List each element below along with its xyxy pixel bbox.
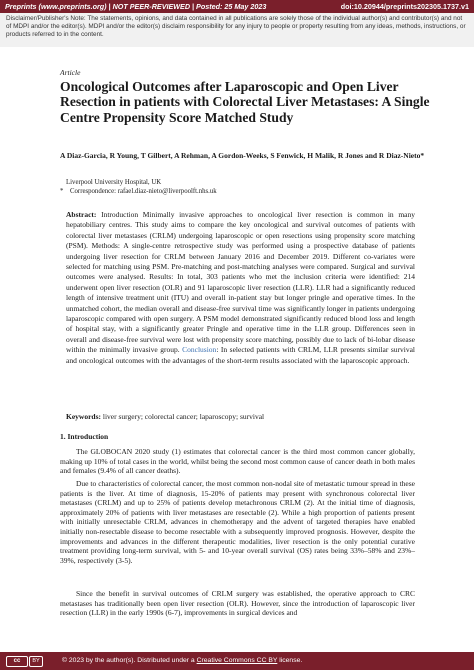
doi-link[interactable]: doi:10.20944/preprints202305.1737.v1 [340,2,469,11]
intro-paragraph-2: Due to characteristics of colorectal cancer, the most common non-nodal site of metastatic tumour spread in these patients is the liver. At time of diagnosis, 15-20% of patients may present with synchronous colorectal liver metastases (CRLM) and up to 25% of patients develop metachronous CRLM (2). At the initial time of diagnosis, approximately 20% of patients with liver metastases are resectable (2). While a high proportion of patients present with initially unresectable CRLM, advances in chemotherapy and the advent of targeted therapies have enabled initially non-resectable disease to become resectable with a subsequently improved prognosis. However, despite the improvements and advances in the different therapeutic modalities, liver resection is the only potential curative treatment providing long-term survival, with 5- and 10-year overall survival (OS) rates being 33%–58% and 23%–39%, respectively (3-5). [60,479,415,565]
correspondence-email[interactable]: Correspondence: rafael.diaz-nieto@liverpoolft.nhs.uk [70,188,217,195]
license-suffix: license. [277,657,303,664]
attribution-icon: BY [29,656,43,667]
license-text [62,657,302,664]
publisher-disclaimer: Disclaimer/Publisher's Note: The statements, opinions, and data contained in all publications are solely those of the individual author(s) and contributor(s) and not of MDPI and/or the editor(s). MDPI and/or the editor(s) disclaim responsibility for any injury to people or property resulting from any ideas, methods, instructions, or products referred to in the content. [0,13,474,47]
conclusion-link[interactable]: Conclusion [182,345,217,355]
keywords-label: Keywords: [66,412,101,421]
intro-paragraph-3: Since the benefit in survival outcomes of CRLM surgery was established, the operative approach to CRC metastases has traditionally been open liver resection (OLR). However, since the introduction of laparoscopic liver resection (LLR) in the early 1990s (6-7), improvements in surgical devices and [60,589,415,618]
preprint-status: Preprints (www.preprints.org) | NOT PEER-REVIEWED | Posted: 25 May 2023 [5,2,267,11]
license-link[interactable]: Creative Commons CC BY [196,657,278,664]
abstract [66,210,415,366]
intro-paragraph-1: The GLOBOCAN 2020 study (1) estimates that colorectal cancer is the third most common cancer globally, making up 10% of total cases in the world, whilst being the second most common cause of cancer death in both males and females (9.4% of all cancer deaths). [60,447,415,476]
conclusion-text: : In selected patients with CRLM, LLR presents similar survival and oncological outcomes with the advantages of the short-term results associated with the laparoscopic approach. [66,345,416,365]
affiliation: Liverpool University Hospital, UK [66,179,162,186]
abstract-text: Introduction Minimally invasive approaches to oncological liver resection is common in many hepatobiliary centres. This study aims to compare the key oncological and survival outcomes of patients with colorectal liver metastases (CRLM) undergoing laparoscopic or open resections using propensity score matching (PSM). Methods: A single-centre retrospective study was performed using a prospective database of patients undergoing liver resection for CRLM between January 2016 and December 2019. Different co-variates were selected for matching using PSM. Pre-matching and post-matching analyses were compared. Surgical and survival outcomes were analysed. Results: In total, 303 patients who met the inclusion criteria were identified: 214 underwent open liver resection (OLR) and 91 laparoscopic liver resection (LLR). LLR had a significantly reduced length of intensive treatment unit (ITU) and overall in-patient stay but longer pringle and operative times. In the unmatched cohort, the median overall and disease-free survival time was significantly longer in patients undergoing laparoscopic compared with open surgery. A PSM model demonstrated significantly reduced blood loss and length of hospital stay, with a significantly greater Pringle and operative time in the LLR group. Differences seen in overall and disease-free survival were lost with propensity score matching, possibly due to lack of bi-lobar disease within the minimally invasive group. [66,210,415,355]
abstract-label: Abstract: [66,210,97,219]
preprint-header-bar [0,0,474,13]
paper-title: Oncological Outcomes after Laparoscopic and Open Liver Resection in patients with Colorectal Liver Metastases: A Single Centre Propensity Score Matched Study [60,79,430,125]
author-list: A Diaz-Garcia, R Young, T Gilbert, A Rehman, A Gordon-Weeks, S Fenwick, H Malik, R Jones and R Diaz-Nieto* [60,151,425,160]
cc-license-icon: cc [6,656,28,667]
license-prefix: © 2023 by the author(s). Distributed under a [62,657,197,664]
article-type-label: Article [60,68,81,77]
section-heading-introduction: 1. Introduction [60,432,109,441]
correspondence [60,188,217,195]
keywords [66,412,264,421]
keywords-text: liver surgery; colorectal cancer; laparoscopy; survival [101,412,265,421]
correspondence-mark: * [60,188,64,195]
license-footer [0,652,474,670]
